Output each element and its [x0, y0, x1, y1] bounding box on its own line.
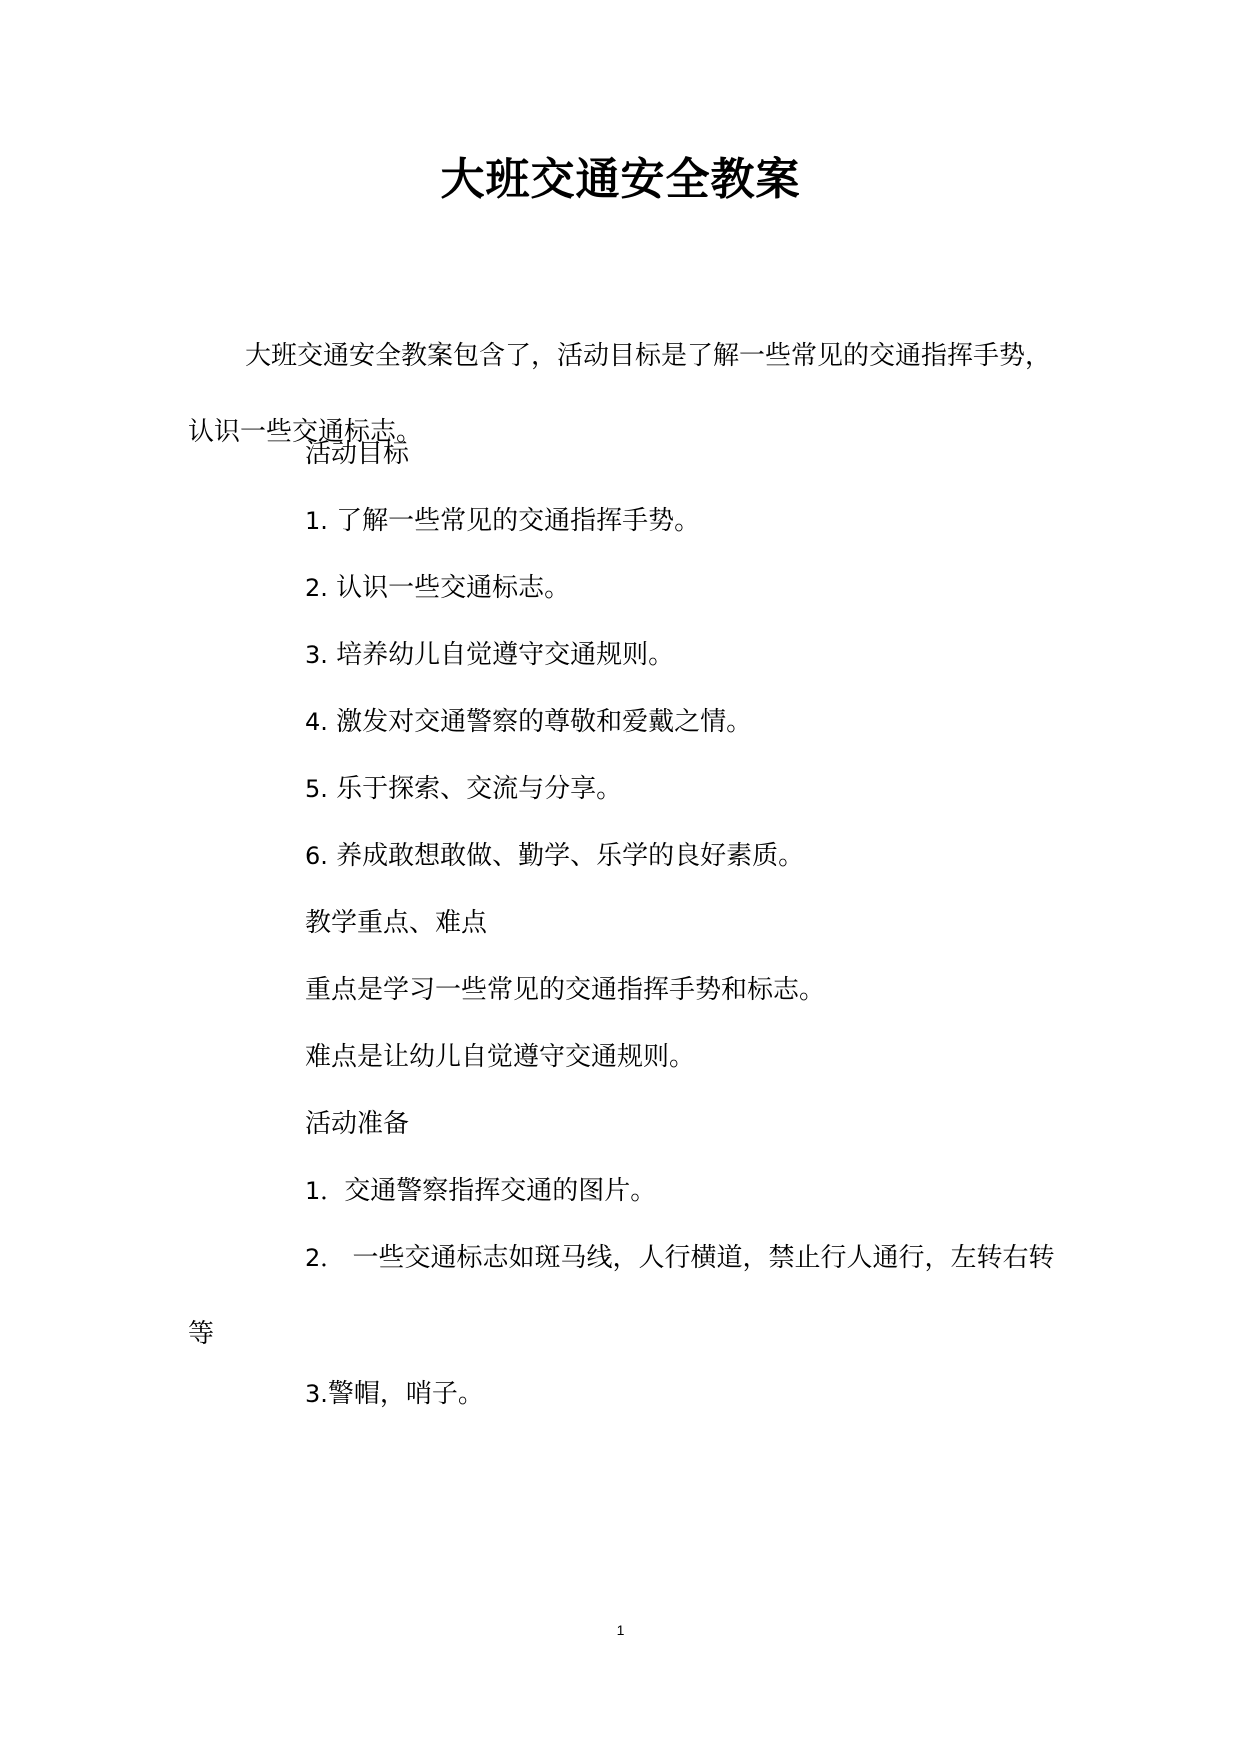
prep-number: 2． — [305, 1244, 345, 1272]
goal-number: 1. — [305, 507, 328, 535]
goal-number: 3. — [305, 641, 328, 669]
goal-item-4 — [305, 702, 752, 742]
prep-text: 交通警察指挥交通的图片。 — [344, 1176, 657, 1206]
focus-heading: 教学重点、难点 — [305, 908, 488, 938]
document-title: 大班交通安全教案 — [440, 154, 801, 205]
prep-text: 一些交通标志如斑马线，人行横道，禁止行人通行，左转右转等 — [188, 1243, 1055, 1349]
intro-paragraph: 大班交通安全教案包含了，活动目标是了解一些常见的交通指挥手势，认识一些交通标志。 — [188, 341, 1052, 447]
goal-item-2 — [305, 568, 570, 608]
prep-item-3 — [305, 1374, 484, 1414]
goal-item-5 — [305, 769, 622, 809]
difficulty-point: 难点是让幼儿自觉遵守交通规则。 — [305, 1042, 696, 1072]
goal-number: 2. — [305, 574, 328, 602]
goal-number: 5. — [305, 775, 328, 803]
goal-item-1 — [305, 501, 700, 541]
goal-item-3 — [305, 635, 674, 675]
goal-text: 激发对交通警察的尊敬和爱戴之情。 — [336, 707, 753, 737]
goal-number: 6. — [305, 842, 328, 870]
prep-number: 1． — [305, 1177, 345, 1205]
goals-heading: 活动目标 — [305, 439, 410, 469]
goal-text: 认识一些交通标志。 — [336, 573, 571, 603]
goal-text: 养成敢想敢做、勤学、乐学的良好素质。 — [336, 841, 805, 871]
prep-text: 警帽，哨子。 — [327, 1379, 484, 1409]
prep-heading: 活动准备 — [305, 1109, 410, 1139]
prep-item-2 — [188, 1220, 1058, 1372]
goal-text: 乐于探索、交流与分享。 — [336, 774, 623, 804]
goal-number: 4. — [305, 708, 328, 736]
goal-text: 培养幼儿自觉遵守交通规则。 — [336, 640, 675, 670]
prep-item-1 — [305, 1171, 656, 1211]
goal-text: 了解一些常见的交通指挥手势。 — [336, 506, 701, 536]
prep-number: 3. — [305, 1380, 328, 1408]
focus-point: 重点是学习一些常见的交通指挥手势和标志。 — [305, 975, 826, 1005]
page-number: 1 — [616, 1622, 625, 1638]
goal-item-6 — [305, 836, 804, 876]
